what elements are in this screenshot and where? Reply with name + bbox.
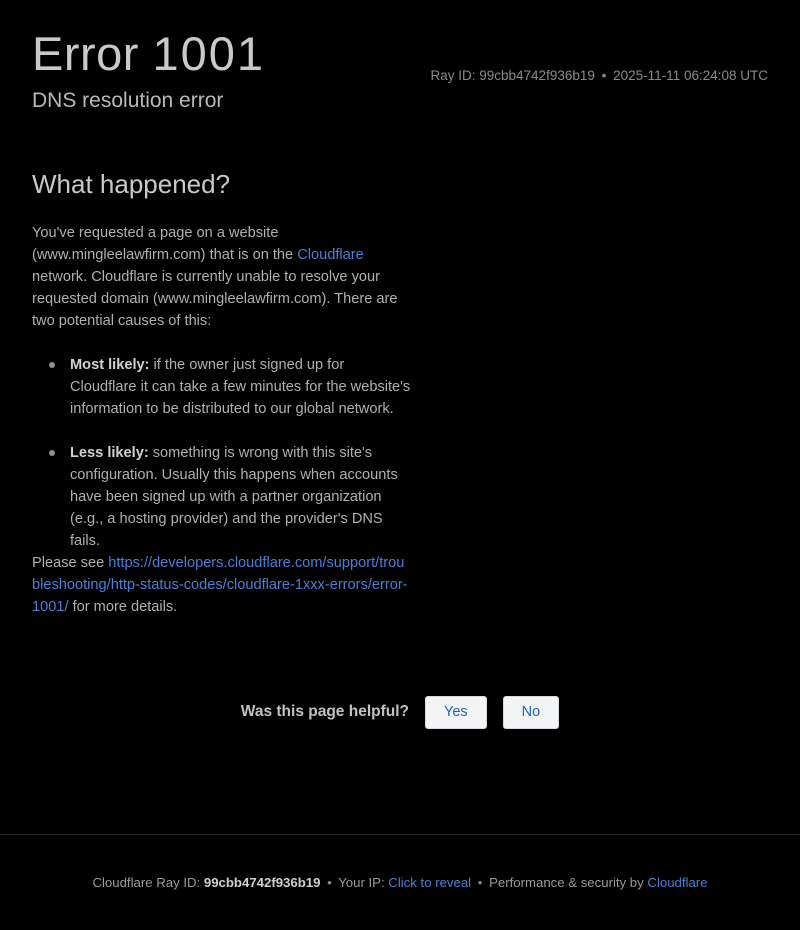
intro-text-1: You've requested a page on a website (www.mingleelawfirm.com) that is on the <box>32 225 298 263</box>
more-prefix: Please see <box>32 555 109 571</box>
ray-id-value: 99cbb4742f936b19 <box>479 68 595 83</box>
list-item <box>70 442 412 552</box>
ray-id-meta <box>430 26 768 83</box>
timestamp: 2025-11-11 06:24:08 UTC <box>613 68 768 83</box>
feedback-no-button[interactable]: No <box>503 696 560 729</box>
cloudflare-link[interactable]: Cloudflare <box>297 247 364 263</box>
error-title-row <box>32 26 768 83</box>
bullet-text: if the owner just signed up for Cloudflare it can take a few minutes for the website's information to be distributed to our global network. <box>70 357 411 417</box>
feedback-yes-button[interactable]: Yes <box>425 696 487 729</box>
error-header <box>0 0 800 113</box>
main-content <box>0 113 800 759</box>
error-word: Error <box>32 27 139 80</box>
bullet-text: something is wrong with this site's configuration. Usually this happens when accounts have been signed up with a partner organization (e.g., a hosting provider) and the provider's DNS fails. <box>70 445 398 549</box>
list-item <box>70 354 412 420</box>
bullet-lead: Most likely: <box>70 357 150 373</box>
intro-text-2: network. Cloudflare is currently unable to resolve your requested domain (www.mingleelawfirm.com). There are two potential causes of this: <box>32 269 398 329</box>
troubleshooting-doc-link[interactable]: https://developers.cloudflare.com/support/troubleshooting/http-status-codes/cloudflare-1xxx-errors/error-1001/ <box>32 555 408 615</box>
click-to-reveal-link[interactable]: Click to reveal <box>388 875 472 890</box>
footer-ray-id: 99cbb4742f936b19 <box>203 875 321 890</box>
footer-text <box>92 875 707 890</box>
footer-cloudflare-link[interactable]: Cloudflare <box>647 875 708 890</box>
page-footer <box>0 834 800 930</box>
more-details-paragraph <box>32 552 412 618</box>
performance-label: Performance & security by <box>489 875 644 890</box>
intro-paragraph <box>32 222 412 332</box>
page-title <box>32 26 265 81</box>
more-suffix: for more details. <box>68 599 178 615</box>
footer-separator-1: • <box>327 875 332 890</box>
feedback-question: Was this page helpful? <box>240 703 409 721</box>
error-code: 1001 <box>152 27 266 80</box>
feedback-section <box>32 696 768 759</box>
page-subtitle: DNS resolution error <box>32 89 224 112</box>
content-column <box>32 169 412 618</box>
section-title: What happened? <box>32 169 231 199</box>
footer-ray-label: Cloudflare Ray ID: <box>92 875 201 890</box>
ray-id-label: Ray ID: <box>430 68 476 83</box>
meta-separator: • <box>601 68 607 83</box>
footer-your-ip-label: Your IP: <box>338 875 385 890</box>
causes-list <box>32 354 412 552</box>
bullet-lead: Less likely: <box>70 445 149 461</box>
footer-separator-2: • <box>477 875 483 890</box>
